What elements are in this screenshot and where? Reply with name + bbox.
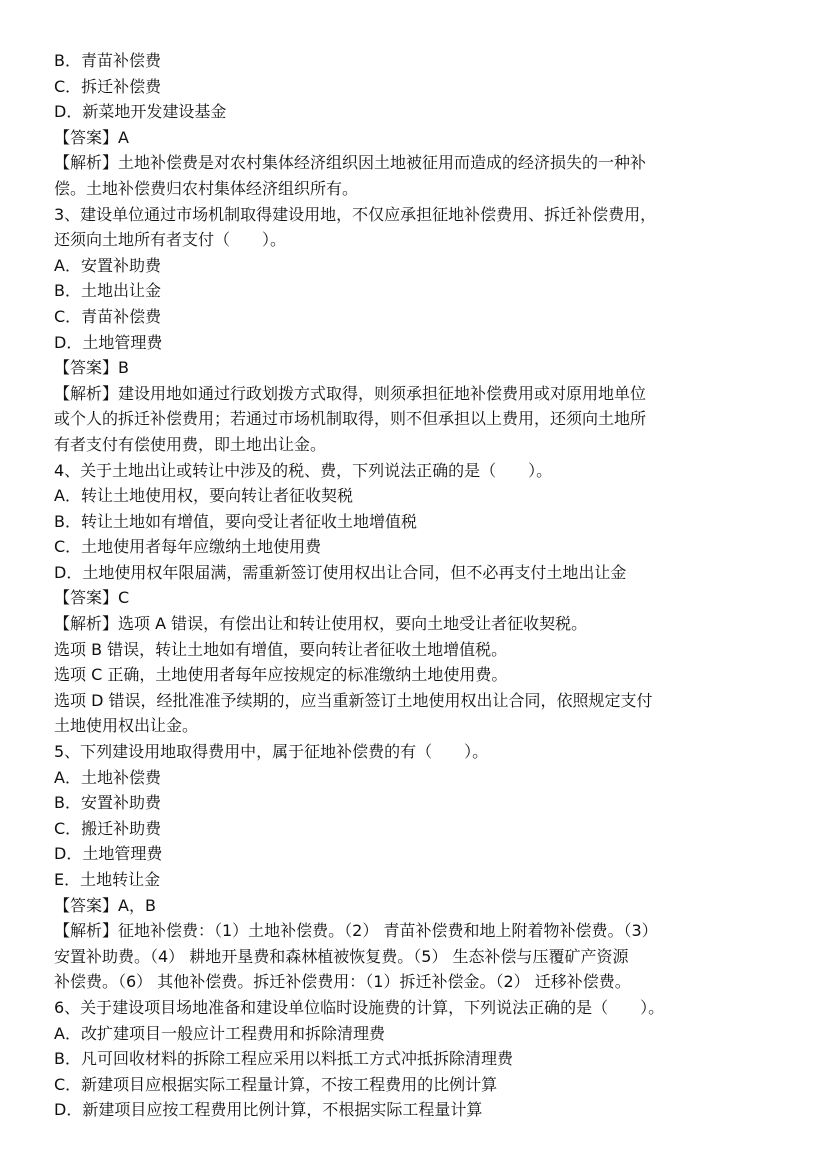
option-a: A．改扩建项目一般应计工程费用和拆除清理费 xyxy=(54,1023,385,1043)
option-c: C．土地使用者每年应缴纳土地使用费 xyxy=(54,537,322,557)
analysis-continued: 土地使用权出让金。 xyxy=(54,716,199,736)
analysis-continued: 有者支付有偿使用费，即土地出让金。 xyxy=(54,434,327,454)
option-e: E．土地转让金 xyxy=(54,870,161,889)
analysis-continued: 选项 C 正确，土地使用者每年应按规定的标准缴纳土地使用费。 xyxy=(54,665,508,685)
analysis: 【解析】土地补偿费是对农村集体经济组织因土地被征用而造成的经济损失的一种补 xyxy=(54,153,647,173)
option-b: B．安置补助费 xyxy=(54,793,161,813)
option-b: B．青苗补偿费 xyxy=(54,51,161,70)
question-3: 3、建设单位通过市场机制取得建设用地，不仅应承担征地补偿费用、拆迁补偿费用， xyxy=(54,204,657,224)
option-c: C．青苗补偿费 xyxy=(54,306,162,326)
answer: 【答案】B xyxy=(54,358,129,378)
option-d: D．新菜地开发建设基金 xyxy=(54,102,227,122)
option-c: C．新建项目应根据实际工程量计算，不按工程费用的比例计算 xyxy=(54,1074,498,1094)
option-d: D．新建项目应按工程费用比例计算，不根据实际工程量计算 xyxy=(54,1100,483,1120)
answer: 【答案】A xyxy=(54,127,129,147)
option-a: A．转让土地使用权，要向转让者征收契税 xyxy=(54,486,353,506)
analysis-continued: 选项 D 错误，经批准准予续期的，应当重新签订土地使用权出让合同，依照规定支付 xyxy=(54,690,653,710)
option-d: D．土地管理费 xyxy=(54,844,163,864)
option-a: A．土地补偿费 xyxy=(54,767,161,787)
question-6: 6、关于建设项目场地准备和建设单位临时设施费的计算，下列说法正确的是（ ）。 xyxy=(54,997,665,1017)
question-4: 4、关于土地出让或转让中涉及的税、费，下列说法正确的是（ ）。 xyxy=(54,460,553,480)
option-a: A．安置补助费 xyxy=(54,255,161,275)
option-b: B．土地出让金 xyxy=(54,281,161,301)
analysis: 【解析】征地补偿费：（1）土地补偿费。（2） 青苗补偿费和地上附着物补偿费。（3） xyxy=(54,921,658,941)
analysis-continued: 或个人的拆迁补偿费用；若通过市场机制取得，则不但承担以上费用，还须向土地所 xyxy=(54,409,647,429)
option-b: B．凡可回收材料的拆除工程应采用以料抵工方式冲抵拆除清理费 xyxy=(54,1049,513,1069)
analysis-continued: 选项 B 错误，转让土地如有增值，要向转让者征收土地增值税。 xyxy=(54,639,508,659)
answer: 【答案】C xyxy=(54,588,130,608)
analysis-continued: 补偿费。（6） 其他补偿费。拆迁补偿费用：（1）拆迁补偿金。（2） 迁移补偿费。 xyxy=(54,972,631,992)
option-b: B．转让土地如有增值，要向受让者征收土地增值税 xyxy=(54,511,417,531)
answer: 【答案】A，B xyxy=(54,895,156,915)
analysis-continued: 偿。土地补偿费归农村集体经济组织所有。 xyxy=(54,178,359,198)
analysis: 【解析】选项 A 错误，有偿出让和转让使用权，要向土地受让者征收契税。 xyxy=(54,614,588,634)
question-5: 5、下列建设用地取得费用中，属于征地补偿费的有（ ）。 xyxy=(54,742,489,762)
option-c: C．搬迁补助费 xyxy=(54,818,162,838)
question-3-continued: 还须向土地所有者支付（ ）。 xyxy=(54,230,287,250)
option-c: C．拆迁补偿费 xyxy=(54,76,162,96)
analysis: 【解析】建设用地如通过行政划拨方式取得，则须承担征地补偿费用或对原用地单位 xyxy=(54,383,647,403)
option-d: D．土地使用权年限届满，需重新签订使用权出让合同，但不必再支付土地出让金 xyxy=(54,562,627,582)
option-d: D．土地管理费 xyxy=(54,332,163,352)
analysis-continued: 安置补助费。（4） 耕地开垦费和森林植被恢复费。（5） 生态补偿与压覆矿产资源 xyxy=(54,946,629,966)
